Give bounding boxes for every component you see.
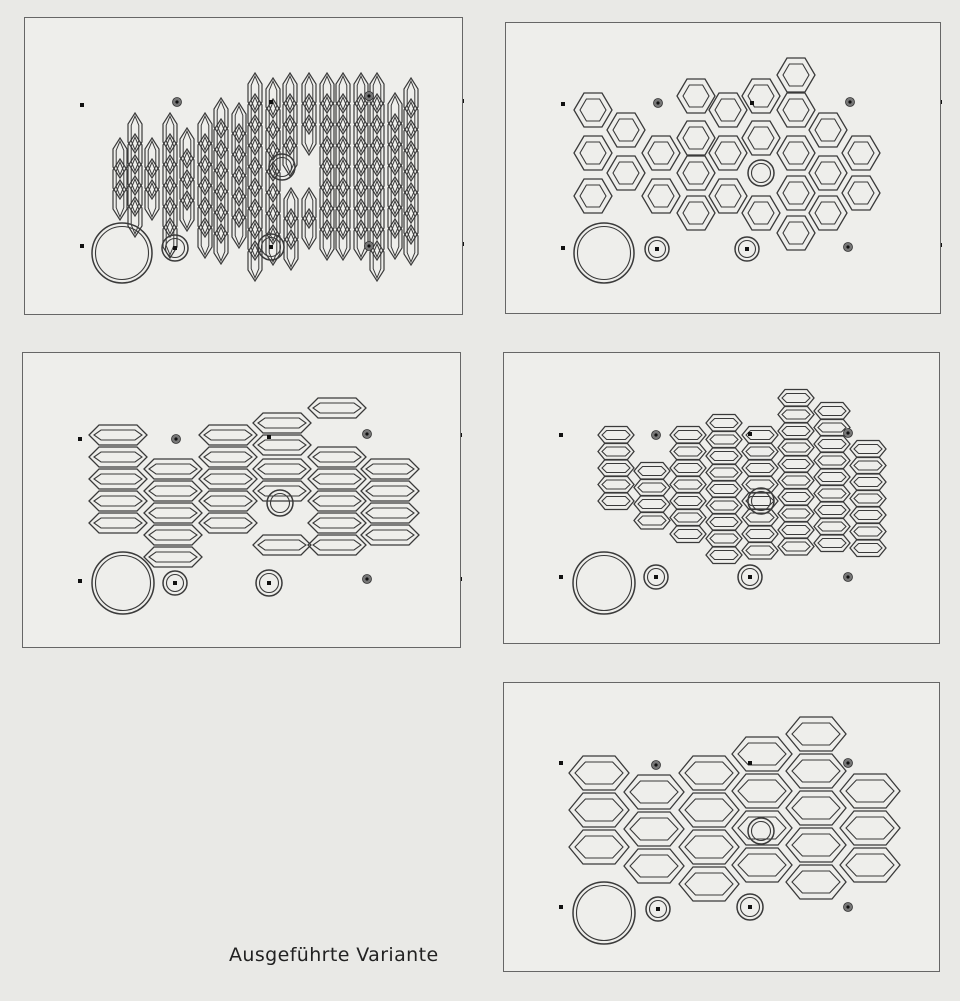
loudspeaker-ring-inner bbox=[96, 227, 149, 280]
screw-bottom-right-center bbox=[365, 577, 368, 580]
hexagon-cell bbox=[709, 136, 747, 170]
wide-hexagon-cell bbox=[786, 717, 846, 751]
hexagon-cell bbox=[607, 113, 645, 147]
wide-hexagon-cell bbox=[679, 756, 739, 790]
hexagon-cell bbox=[842, 176, 880, 210]
wide-hexagon-cell bbox=[732, 774, 792, 808]
small-slot-cell bbox=[778, 522, 814, 539]
small-slot-cell bbox=[742, 427, 778, 444]
slot-cell bbox=[89, 469, 147, 489]
loudspeaker-ring-inner bbox=[577, 886, 632, 941]
small-slot-cell bbox=[742, 509, 778, 526]
hexagon-cell bbox=[574, 93, 612, 127]
wide-hexagon-cell bbox=[840, 811, 900, 845]
slot-cell bbox=[361, 481, 419, 501]
control-ring-1-dot bbox=[655, 247, 659, 251]
small-slot-cell bbox=[742, 443, 778, 460]
small-slot-cell bbox=[814, 485, 850, 502]
screw-top-right-center bbox=[846, 431, 849, 434]
slot-cell bbox=[144, 503, 202, 523]
control-ring-2-dot bbox=[269, 245, 273, 249]
slot-cell bbox=[253, 535, 311, 555]
mount-mark-bottom-left bbox=[559, 575, 563, 579]
slot-cell bbox=[308, 469, 366, 489]
loudspeaker-ring bbox=[92, 223, 152, 283]
screw-bottom-right-center bbox=[367, 244, 370, 247]
small-slot-cell bbox=[634, 479, 670, 496]
slot-cell bbox=[308, 491, 366, 511]
mount-mark-bottom-left bbox=[78, 579, 82, 583]
small-slot-cell bbox=[670, 509, 706, 526]
screw-top-right-center bbox=[367, 94, 370, 97]
hexagon-cell bbox=[607, 156, 645, 190]
variant-panel-hexagons bbox=[505, 22, 941, 314]
variant-panel-long-slots bbox=[22, 352, 461, 648]
hexagon-cell bbox=[742, 79, 780, 113]
variant-panel-executed bbox=[503, 682, 940, 972]
screw-top-right-center bbox=[848, 100, 851, 103]
small-slot-cell bbox=[778, 505, 814, 522]
loudspeaker-ring bbox=[574, 223, 634, 283]
small-slot-cell bbox=[778, 472, 814, 489]
center-ring-inner bbox=[273, 158, 292, 177]
small-slot-cell bbox=[778, 439, 814, 456]
mount-mark-right-top bbox=[941, 100, 942, 104]
small-slot-cell bbox=[742, 526, 778, 543]
slot-cell bbox=[253, 459, 311, 479]
control-ring-1-dot bbox=[656, 907, 660, 911]
small-slot-cell bbox=[814, 502, 850, 519]
center-ring-inner bbox=[752, 822, 771, 841]
small-slot-cell bbox=[814, 452, 850, 469]
small-slot-cell bbox=[850, 507, 886, 524]
small-slot-cell bbox=[670, 427, 706, 444]
diamond-grid-drawing bbox=[25, 18, 464, 316]
slot-cell bbox=[199, 491, 257, 511]
wide-hexagon-cell bbox=[732, 737, 792, 771]
small-slot-cell bbox=[778, 423, 814, 440]
wide-hexagon-cell bbox=[840, 848, 900, 882]
executed-variant-drawing bbox=[504, 683, 941, 973]
slot-cell bbox=[144, 459, 202, 479]
small-slot-cell bbox=[742, 476, 778, 493]
slot-cell bbox=[199, 447, 257, 467]
mount-mark-top-left bbox=[559, 433, 563, 437]
slot-cell bbox=[89, 447, 147, 467]
mount-mark-center bbox=[748, 761, 752, 765]
screw-bottom-right-center bbox=[846, 905, 849, 908]
small-slot-cell bbox=[850, 457, 886, 474]
screw-top-right-center bbox=[365, 432, 368, 435]
center-ring-inner bbox=[752, 492, 771, 511]
hexagon-cell bbox=[709, 93, 747, 127]
screw-top-left-center bbox=[654, 763, 657, 766]
wide-hexagon-cell bbox=[679, 793, 739, 827]
hexagon-cell bbox=[809, 113, 847, 147]
slot-cell bbox=[199, 425, 257, 445]
small-slot-cell bbox=[706, 448, 742, 465]
small-slot-cell bbox=[814, 535, 850, 552]
wide-hexagon-cell bbox=[569, 756, 629, 790]
hexagon-cell bbox=[574, 179, 612, 213]
wide-hexagon-cell bbox=[786, 754, 846, 788]
screw-top-left-center bbox=[175, 100, 178, 103]
wide-hexagon-cell bbox=[624, 812, 684, 846]
hexagon-cell bbox=[677, 121, 715, 155]
small-slot-cell bbox=[742, 542, 778, 559]
control-ring-2-dot bbox=[745, 247, 749, 251]
slot-cell bbox=[89, 425, 147, 445]
slot-cell bbox=[253, 435, 311, 455]
mount-mark-top-left bbox=[561, 102, 565, 106]
loudspeaker-ring-inner bbox=[96, 556, 151, 611]
small-slot-cell bbox=[598, 476, 634, 493]
small-slot-cell bbox=[742, 460, 778, 477]
control-ring-2-dot bbox=[748, 905, 752, 909]
wide-hexagon-cell bbox=[786, 865, 846, 899]
control-ring-1-dot bbox=[173, 246, 177, 250]
loudspeaker-ring bbox=[573, 882, 635, 944]
mount-mark-center bbox=[748, 432, 752, 436]
variant-panel-small-slots bbox=[503, 352, 940, 644]
small-slot-cell bbox=[850, 474, 886, 491]
small-slot-cell bbox=[778, 406, 814, 423]
wide-hexagon-cell bbox=[732, 848, 792, 882]
slot-cell bbox=[89, 513, 147, 533]
small-slot-cell bbox=[706, 530, 742, 547]
control-ring-1-dot bbox=[173, 581, 177, 585]
slot-cell bbox=[144, 481, 202, 501]
small-slot-cell bbox=[706, 431, 742, 448]
slot-cell bbox=[308, 513, 366, 533]
hexagon-cell bbox=[809, 196, 847, 230]
small-slot-cell bbox=[670, 493, 706, 510]
small-slot-cell bbox=[670, 443, 706, 460]
loudspeaker-ring-inner bbox=[578, 227, 631, 280]
hexagon-cell bbox=[777, 176, 815, 210]
hexagon-cell bbox=[777, 136, 815, 170]
mount-mark-top-left bbox=[559, 761, 563, 765]
screw-top-left-center bbox=[174, 437, 177, 440]
long-slot-grid-drawing bbox=[23, 353, 462, 649]
small-slot-cell bbox=[850, 490, 886, 507]
loudspeaker-ring bbox=[92, 552, 154, 614]
screw-bottom-right-center bbox=[846, 245, 849, 248]
small-slot-cell bbox=[670, 460, 706, 477]
mount-mark-bottom-left bbox=[559, 905, 563, 909]
mount-mark-center bbox=[750, 101, 754, 105]
mount-mark-center bbox=[267, 435, 271, 439]
center-ring-inner bbox=[752, 164, 771, 183]
small-slot-cell bbox=[778, 456, 814, 473]
slot-cell bbox=[361, 503, 419, 523]
hexagon-cell bbox=[809, 156, 847, 190]
mount-mark-center bbox=[269, 100, 273, 104]
control-ring-2-dot bbox=[267, 581, 271, 585]
wide-hexagon-cell bbox=[624, 849, 684, 883]
small-slot-cell bbox=[850, 523, 886, 540]
small-slot-cell bbox=[598, 460, 634, 477]
small-slot-cell bbox=[634, 512, 670, 529]
screw-top-left-center bbox=[656, 101, 659, 104]
small-slot-cell bbox=[598, 443, 634, 460]
small-slot-cell bbox=[778, 390, 814, 407]
small-slot-cell bbox=[634, 496, 670, 513]
small-slot-cell bbox=[706, 497, 742, 514]
hexagon-cell bbox=[742, 121, 780, 155]
hexagon-cell bbox=[742, 196, 780, 230]
slot-cell bbox=[199, 469, 257, 489]
slot-cell bbox=[308, 535, 366, 555]
wide-hexagon-cell bbox=[840, 774, 900, 808]
slot-cell bbox=[361, 459, 419, 479]
mount-mark-top-left bbox=[80, 103, 84, 107]
variant-panel-diamonds bbox=[24, 17, 463, 315]
slot-cell bbox=[253, 481, 311, 501]
small-slot-cell bbox=[814, 469, 850, 486]
loudspeaker-ring-inner bbox=[577, 556, 632, 611]
small-slot-grid-drawing bbox=[504, 353, 941, 645]
control-ring-2-dot bbox=[748, 575, 752, 579]
caption-executed-variant: Ausgeführte Variante bbox=[229, 944, 439, 966]
mount-mark-right-bottom bbox=[463, 242, 464, 246]
small-slot-cell bbox=[814, 436, 850, 453]
hexagon-cell bbox=[842, 136, 880, 170]
mount-mark-right-bottom bbox=[461, 577, 462, 581]
screw-top-right-center bbox=[846, 761, 849, 764]
hexagon-cell bbox=[677, 196, 715, 230]
control-ring-1-dot bbox=[654, 575, 658, 579]
small-slot-cell bbox=[814, 403, 850, 420]
small-slot-cell bbox=[670, 526, 706, 543]
hexagon-cell bbox=[574, 136, 612, 170]
mount-mark-right-bottom bbox=[941, 243, 942, 247]
screw-top-left-center bbox=[654, 433, 657, 436]
small-slot-cell bbox=[850, 441, 886, 458]
mount-mark-right-top bbox=[463, 99, 464, 103]
small-slot-cell bbox=[778, 538, 814, 555]
hexagon-grid-drawing bbox=[506, 23, 942, 315]
hexagon-cell bbox=[677, 79, 715, 113]
small-slot-cell bbox=[778, 489, 814, 506]
wide-hexagon-cell bbox=[679, 867, 739, 901]
hexagon-cell bbox=[642, 179, 680, 213]
small-slot-cell bbox=[850, 540, 886, 557]
slot-cell bbox=[308, 447, 366, 467]
mount-mark-bottom-left bbox=[80, 244, 84, 248]
slot-cell bbox=[89, 491, 147, 511]
slot-cell bbox=[361, 525, 419, 545]
small-slot-cell bbox=[706, 415, 742, 432]
slot-cell bbox=[144, 525, 202, 545]
slot-cell bbox=[199, 513, 257, 533]
hexagon-cell bbox=[777, 216, 815, 250]
small-slot-cell bbox=[598, 427, 634, 444]
small-slot-cell bbox=[706, 464, 742, 481]
mount-mark-bottom-left bbox=[561, 246, 565, 250]
wide-hexagon-cell bbox=[786, 828, 846, 862]
hexagon-cell bbox=[777, 58, 815, 92]
slot-cell bbox=[144, 547, 202, 567]
wide-hexagon-cell bbox=[569, 830, 629, 864]
small-slot-cell bbox=[670, 476, 706, 493]
hexagon-cell bbox=[642, 136, 680, 170]
wide-hexagon-cell bbox=[786, 791, 846, 825]
hexagon-cell bbox=[677, 156, 715, 190]
small-slot-cell bbox=[598, 493, 634, 510]
mount-mark-top-left bbox=[78, 437, 82, 441]
small-slot-cell bbox=[706, 481, 742, 498]
slot-cell bbox=[253, 413, 311, 433]
hexagon-cell bbox=[777, 93, 815, 127]
small-slot-cell bbox=[706, 514, 742, 531]
small-slot-cell bbox=[634, 463, 670, 480]
screw-bottom-right-center bbox=[846, 575, 849, 578]
small-slot-cell bbox=[814, 518, 850, 535]
hexagon-cell bbox=[709, 179, 747, 213]
wide-hexagon-cell bbox=[569, 793, 629, 827]
small-slot-cell bbox=[706, 547, 742, 564]
slot-cell bbox=[308, 398, 366, 418]
mount-mark-right-top bbox=[461, 433, 462, 437]
loudspeaker-ring bbox=[573, 552, 635, 614]
wide-hexagon-cell bbox=[679, 830, 739, 864]
wide-hexagon-cell bbox=[624, 775, 684, 809]
